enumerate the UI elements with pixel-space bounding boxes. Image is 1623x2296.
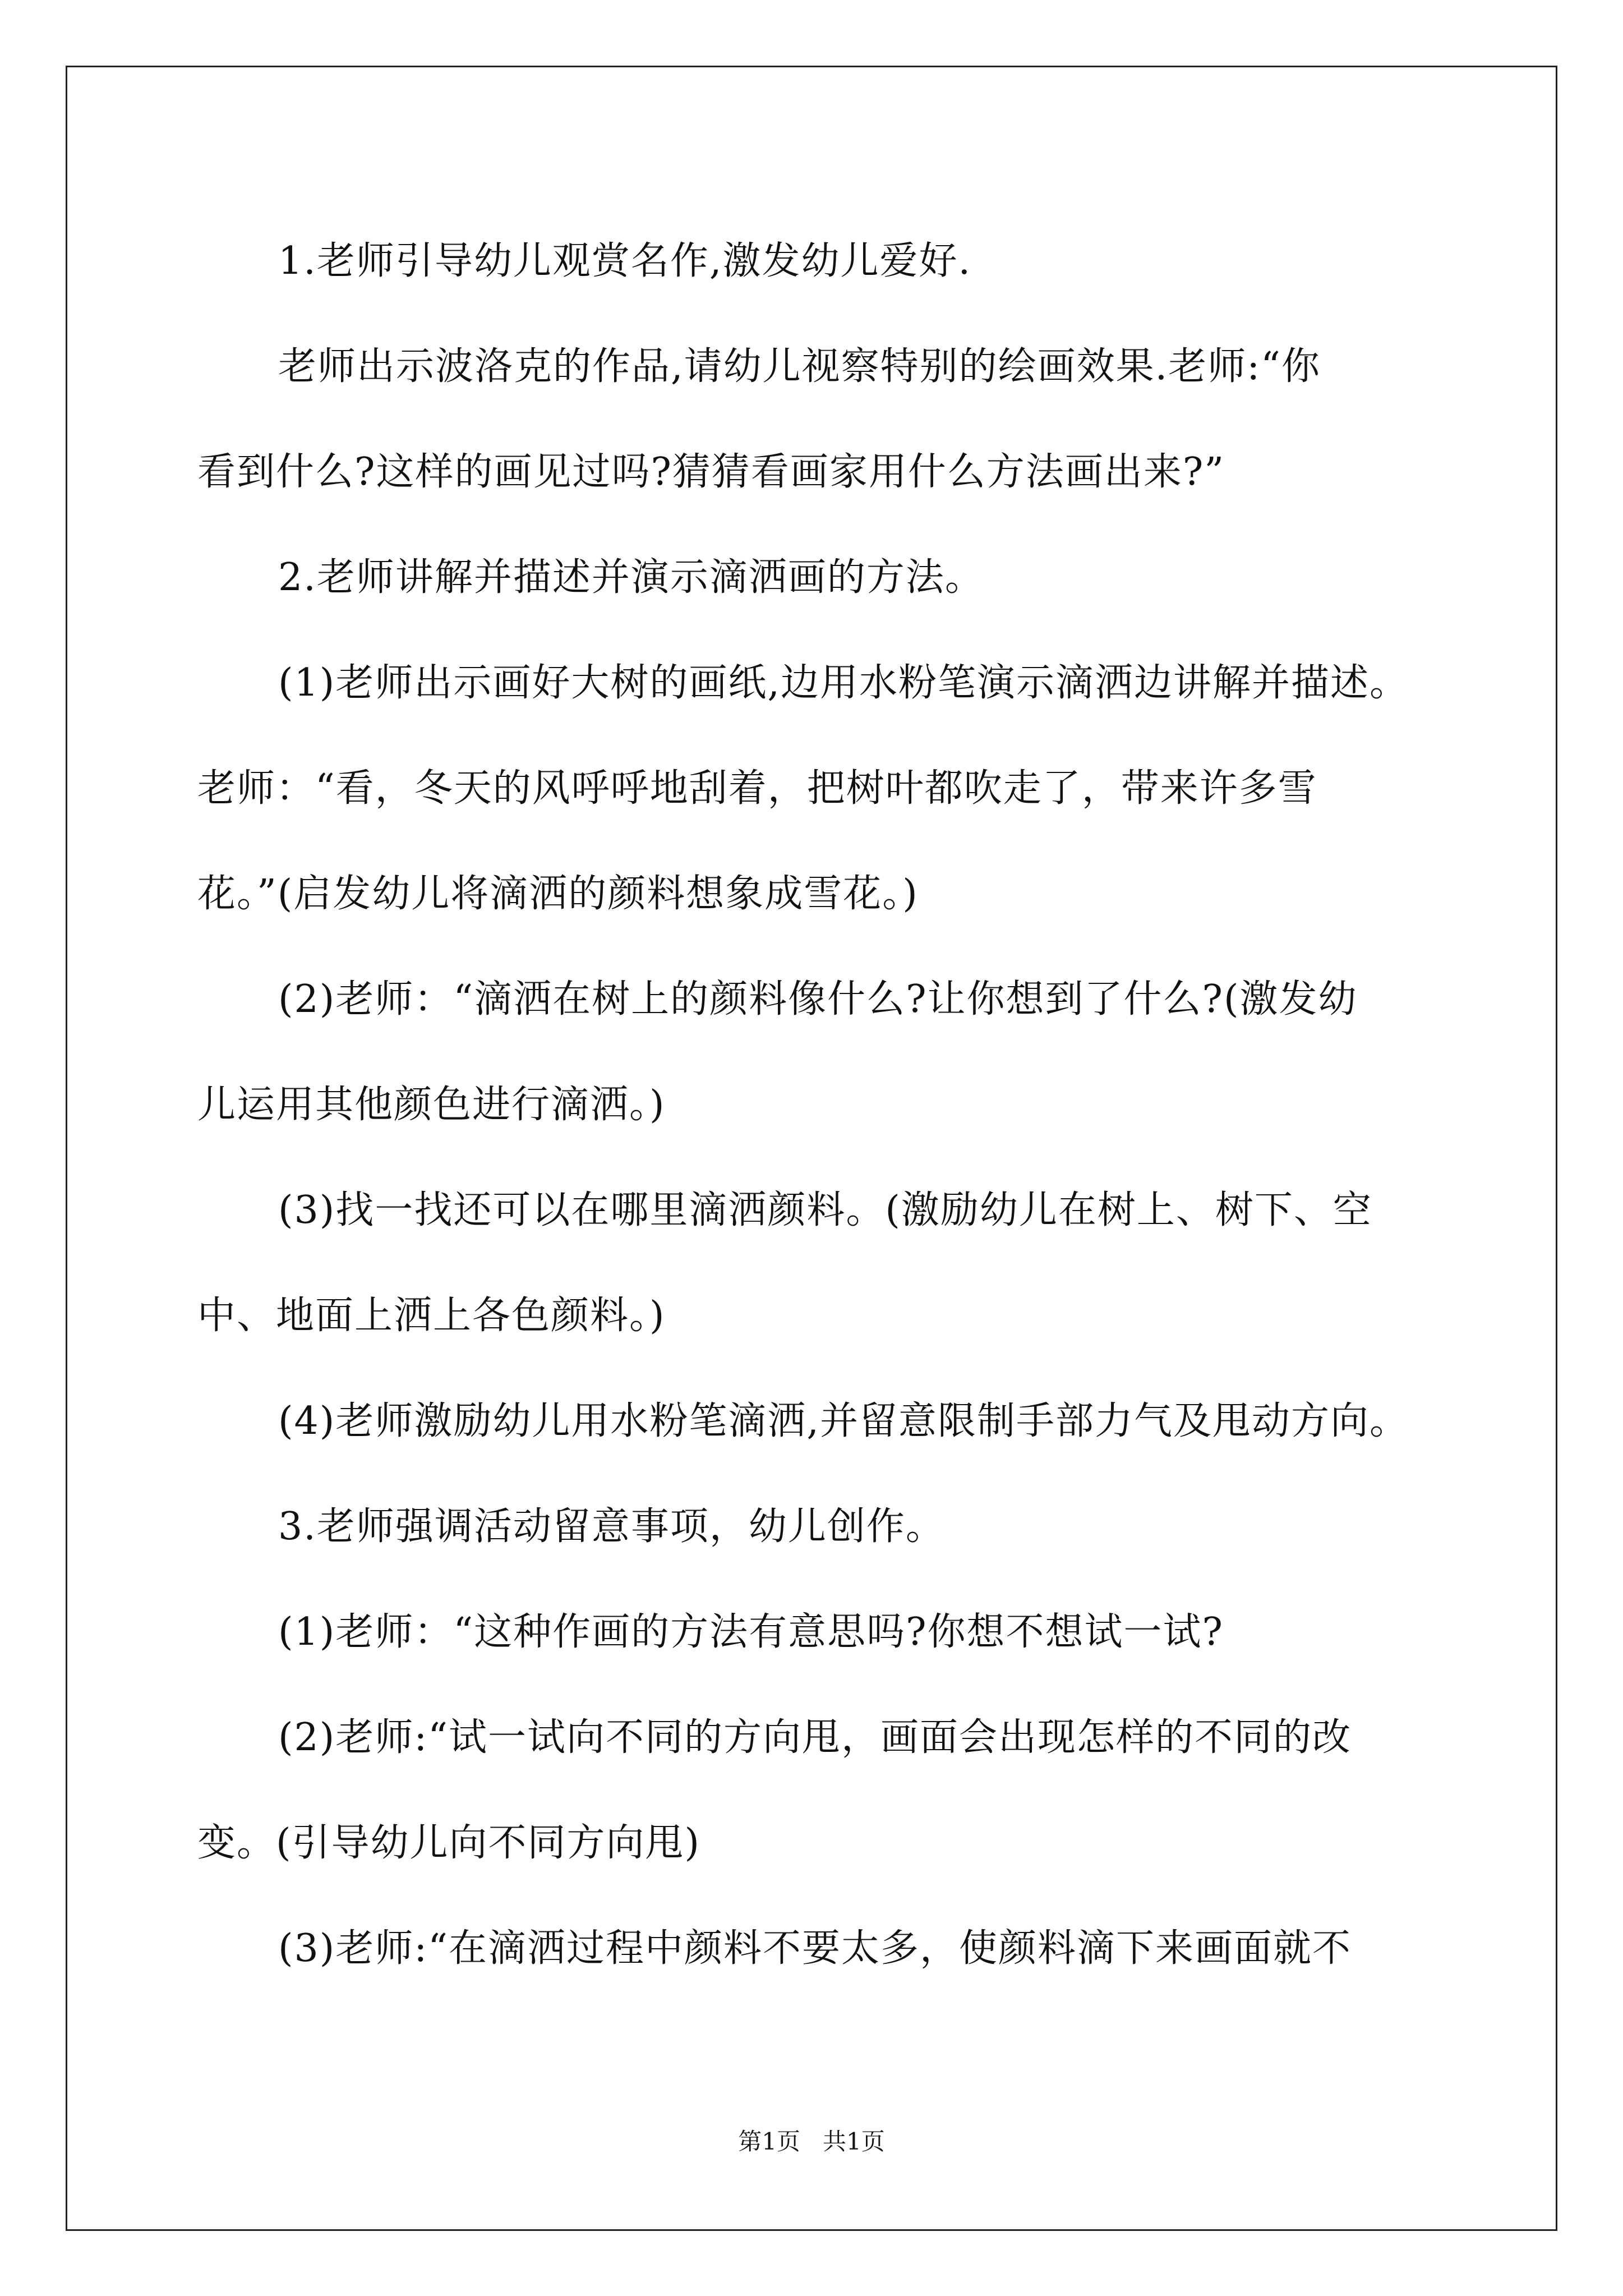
text-line-2: 老师出示波洛克的作品,请幼儿视察特别的绘画效果.老师:“你: [278, 344, 1321, 389]
text-line-17: (3)老师:“在滴洒过程中颜料不要太多，使颜料滴下来画面就不: [278, 1926, 1352, 1971]
text-line-3: 看到什么?这样的画见过吗?猜猜看画家用什么方法画出来?”: [197, 450, 1225, 494]
text-line-11: 中、地面上洒上各色颜料。): [197, 1294, 666, 1338]
text-line-9: 儿运用其他颜色进行滴洒。): [197, 1083, 666, 1127]
text-line-5: (1)老师出示画好大树的画纸,边用水粉笔演示滴洒边讲解并描述。: [278, 661, 1409, 705]
text-line-12: (4)老师激励幼儿用水粉笔滴洒,并留意限制手部力气及甩动方向。: [278, 1399, 1409, 1443]
text-line-1: 1.老师引导幼儿观赏名作,激发幼儿爱好.: [278, 239, 972, 283]
page-number-footer: 第1页 共1页: [738, 2128, 885, 2155]
text-line-8: (2)老师：“滴洒在树上的颜料像什么?让你想到了什么?(激发幼: [278, 977, 1358, 1022]
text-line-16: 变。(引导幼儿向不同方向甩): [197, 1821, 701, 1865]
text-line-13: 3.老师强调活动留意事项，幼儿创作。: [278, 1504, 945, 1549]
text-line-7: 花。”(启发幼儿将滴洒的颜料想象成雪花。): [197, 872, 919, 916]
text-line-10: (3)找一找还可以在哪里滴洒颜料。(激励幼儿在树上、树下、空: [278, 1188, 1372, 1232]
text-line-6: 老师：“看，冬天的风呼呼地刮着，把树叶都吹走了，带来许多雪: [197, 766, 1317, 811]
text-line-15: (2)老师:“试一试向不同的方向甩，画面会出现怎样的不同的改: [278, 1715, 1352, 1760]
document-body: [197, 209, 1429, 2001]
text-line-14: (1)老师：“这种作画的方法有意思吗?你想不想试一试?: [278, 1610, 1224, 1654]
text-line-4: 2.老师讲解并描述并演示滴洒画的方法。: [278, 555, 984, 600]
